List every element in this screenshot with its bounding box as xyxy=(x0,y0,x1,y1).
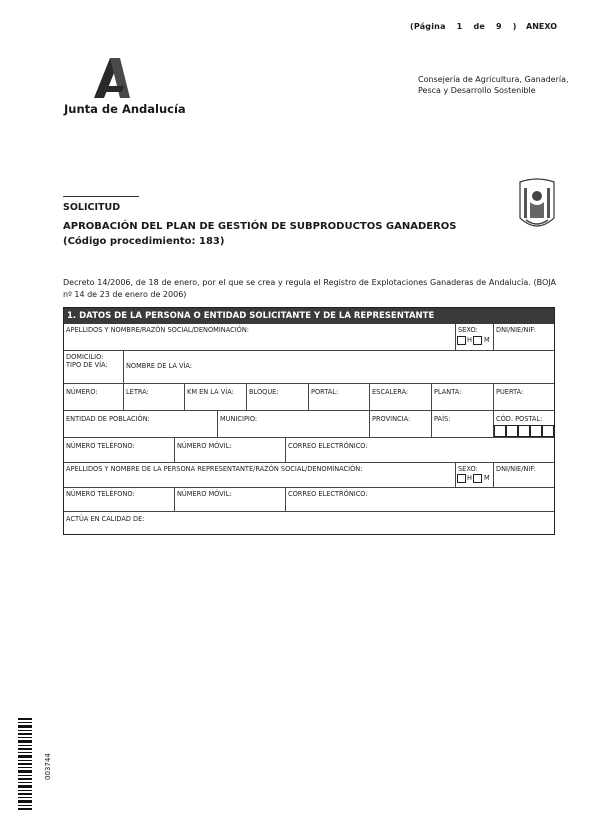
dni-field[interactable] xyxy=(494,324,554,351)
escalera-label: ESCALERA: xyxy=(372,388,409,396)
planta-field[interactable] xyxy=(432,384,494,411)
dni-label: DNI/NIE/NIF: xyxy=(496,326,536,334)
barcode-number: 003744 xyxy=(44,753,52,780)
telefono-label: NÚMERO TELÉFONO: xyxy=(66,442,135,450)
sexo-representante-field xyxy=(456,463,494,488)
portal-field[interactable] xyxy=(309,384,370,411)
letra-field[interactable] xyxy=(124,384,185,411)
correo-solicitante-field[interactable] xyxy=(286,438,554,463)
numero-label: NÚMERO: xyxy=(66,388,98,396)
actua-calidad-field[interactable] xyxy=(64,512,554,534)
consejeria-line2: Pesca y Desarrollo Sostenible xyxy=(418,86,536,95)
telefono-solicitante-field[interactable] xyxy=(64,438,175,463)
cod-postal-field xyxy=(494,411,554,438)
apellidos-solicitante-field[interactable] xyxy=(64,324,456,351)
page-current: 1 xyxy=(456,22,463,31)
anexo-label: ANEXO xyxy=(526,22,558,31)
dni-representante-label: DNI/NIE/NIF: xyxy=(496,465,536,473)
divider xyxy=(63,196,139,197)
provincia-label: PROVINCIA: xyxy=(372,415,411,423)
document-title: APROBACIÓN DEL PLAN DE GESTIÓN DE SUBPRODUCTOS GANADEROS xyxy=(63,221,457,232)
page-of: de xyxy=(473,22,486,31)
municipio-label: MUNICIPIO: xyxy=(220,415,258,423)
barcode-icon xyxy=(18,718,46,810)
sexo-label: SEXO: xyxy=(458,326,478,334)
apellidos-solicitante-label: APELLIDOS Y NOMBRE/RAZÓN SOCIAL/DENOMINACIÓN: xyxy=(66,326,250,334)
applicant-form xyxy=(63,307,555,535)
movil-representante-label: NÚMERO MÓVIL: xyxy=(177,490,232,498)
actua-label: ACTÚA EN CALIDAD DE: xyxy=(66,515,145,523)
domicilio-label: DOMICILIO: xyxy=(66,353,104,361)
sexo-representante-h-checkbox[interactable] xyxy=(457,474,466,483)
escalera-field[interactable] xyxy=(370,384,432,411)
telefono-representante-field[interactable] xyxy=(64,488,175,512)
sexo-representante-h-label: H xyxy=(467,474,472,482)
correo-representante-label: CORREO ELECTRÓNICO: xyxy=(288,490,368,498)
cod-postal-digit-3[interactable] xyxy=(518,425,530,437)
consejeria xyxy=(418,74,578,96)
page-indicator xyxy=(410,22,517,31)
tipo-via-label: TIPO DE VÍA: xyxy=(66,361,108,369)
municipio-field[interactable] xyxy=(218,411,370,438)
puerta-label: PUERTA: xyxy=(496,388,524,396)
entidad-poblacion-label: ENTIDAD DE POBLACIÓN: xyxy=(66,415,150,423)
nombre-via-label: NOMBRE DE LA VÍA: xyxy=(126,362,193,370)
dni-representante-field[interactable] xyxy=(494,463,554,488)
letra-label: LETRA: xyxy=(126,388,149,396)
entidad-poblacion-field[interactable] xyxy=(64,411,218,438)
provincia-field[interactable] xyxy=(370,411,432,438)
page-label: (Página xyxy=(410,22,446,31)
sexo-h-checkbox[interactable] xyxy=(457,336,466,345)
km-label: KM EN LA VÍA: xyxy=(187,388,234,396)
apellidos-representante-label: APELLIDOS Y NOMBRE DE LA PERSONA REPRESENTANTE/RAZÓN SOCIAL/DENOMINACIÓN: xyxy=(66,465,363,473)
bloque-label: BLOQUE: xyxy=(249,388,279,396)
sexo-representante-m-label: M xyxy=(484,474,490,482)
decree-text: Decreto 14/2006, de 18 de enero, por el que se crea y regula el Registro de Explotaciones Ganaderas de Andalucía. (BOJA nº 14 de 23 de enero de 2006) xyxy=(63,278,556,299)
cod-postal-digit-4[interactable] xyxy=(530,425,542,437)
logo-text: Junta de Andalucía xyxy=(64,102,186,116)
telefono-representante-label: NÚMERO TELÉFONO: xyxy=(66,490,135,498)
consejeria-line1: Consejería de Agricultura, Ganadería, xyxy=(418,75,569,84)
planta-label: PLANTA: xyxy=(434,388,462,396)
movil-representante-field[interactable] xyxy=(175,488,286,512)
movil-label: NÚMERO MÓVIL: xyxy=(177,442,232,450)
tipo-via-field[interactable] xyxy=(64,351,124,384)
andalucia-coat-of-arms-icon xyxy=(518,178,556,232)
km-field[interactable] xyxy=(185,384,247,411)
sexo-h-label: H xyxy=(467,336,472,344)
sexo-representante-label: SEXO: xyxy=(458,465,478,473)
nombre-via-field[interactable] xyxy=(124,351,554,384)
bloque-field[interactable] xyxy=(247,384,309,411)
numero-field[interactable] xyxy=(64,384,124,411)
sexo-representante-m-checkbox[interactable] xyxy=(473,474,482,483)
cod-postal-digit-5[interactable] xyxy=(542,425,554,437)
puerta-field[interactable] xyxy=(494,384,554,411)
correo-label: CORREO ELECTRÓNICO: xyxy=(288,442,368,450)
pais-label: PAÍS: xyxy=(434,415,451,423)
cod-postal-digit-2[interactable] xyxy=(506,425,518,437)
sexo-m-label: M xyxy=(484,336,490,344)
portal-label: PORTAL: xyxy=(311,388,339,396)
sexo-m-checkbox[interactable] xyxy=(473,336,482,345)
document-type: SOLICITUD xyxy=(63,202,121,213)
pais-field[interactable] xyxy=(432,411,494,438)
section-title: 1. DATOS DE LA PERSONA O ENTIDAD SOLICITANTE Y DE LA REPRESENTANTE xyxy=(64,308,554,324)
apellidos-representante-field[interactable] xyxy=(64,463,456,488)
procedure-code: (Código procedimiento: 183) xyxy=(63,236,225,247)
cod-postal-label: CÓD. POSTAL: xyxy=(496,415,543,423)
movil-solicitante-field[interactable] xyxy=(175,438,286,463)
correo-representante-field[interactable] xyxy=(286,488,554,512)
page-total: 9 xyxy=(496,22,502,31)
sexo-field xyxy=(456,324,494,351)
page-close: ) xyxy=(512,22,517,31)
cod-postal-digit-1[interactable] xyxy=(494,425,506,437)
